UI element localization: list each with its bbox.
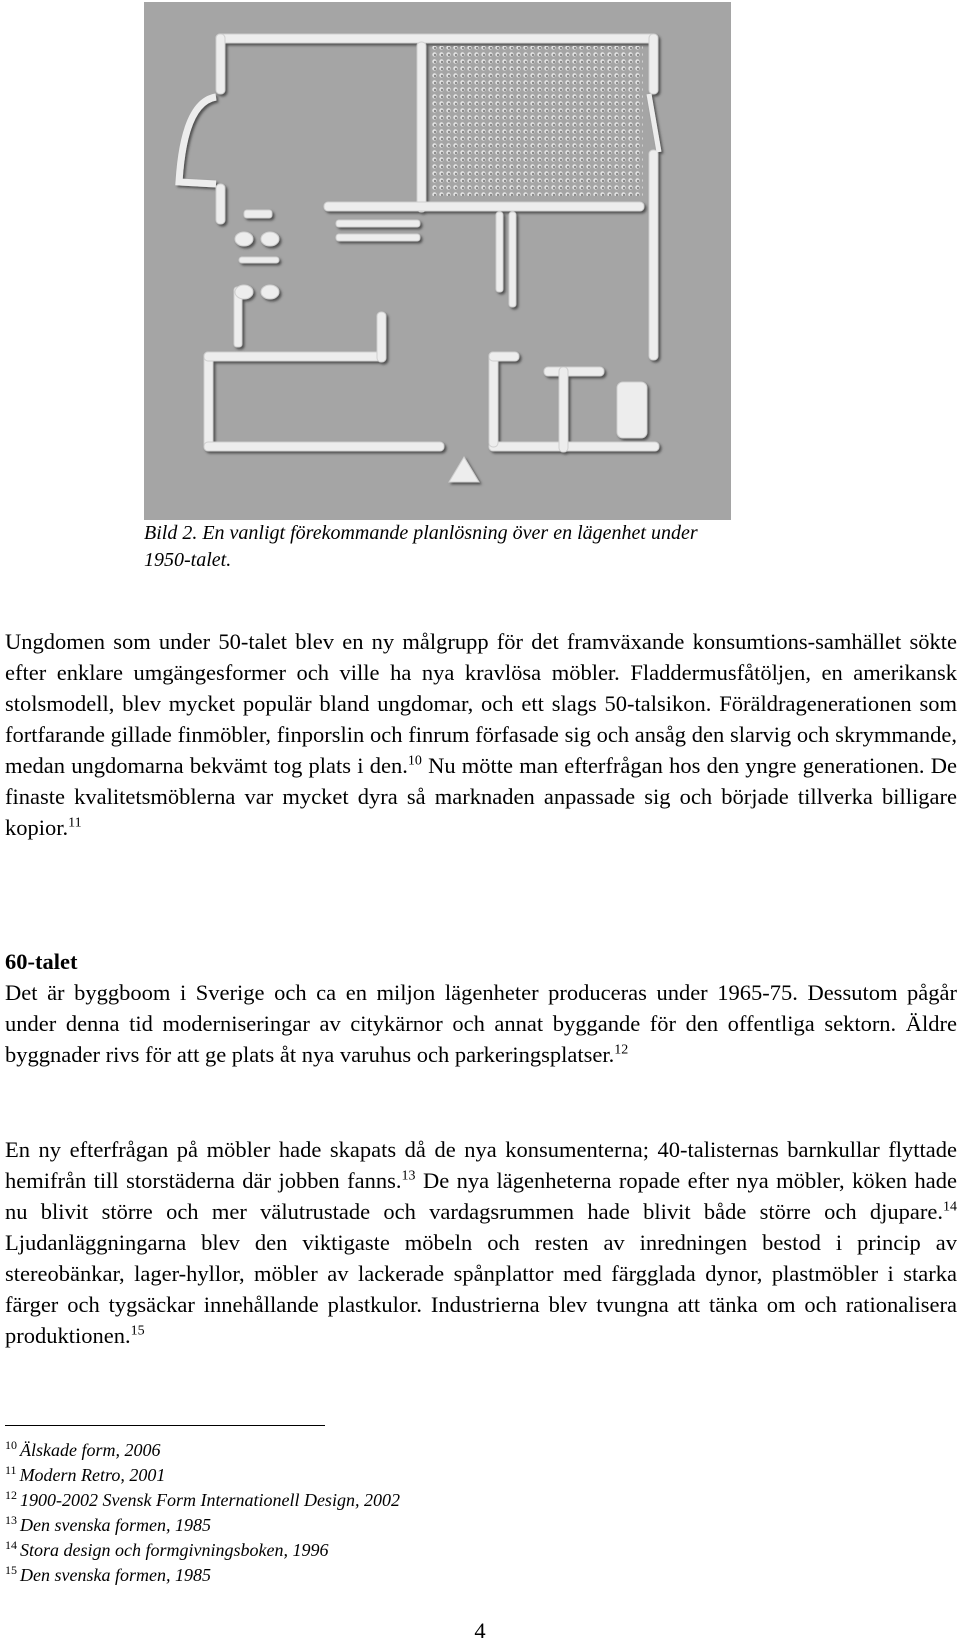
footnote-number: 15 — [5, 1563, 17, 1577]
footnote-number: 11 — [5, 1463, 17, 1477]
footnote-number: 12 — [5, 1488, 17, 1502]
footnote-text: Modern Retro, 2001 — [19, 1465, 166, 1485]
footnote-number: 10 — [5, 1438, 17, 1452]
paragraph-60-talet-1 — [5, 977, 957, 1070]
footnote-number: 14 — [5, 1538, 17, 1552]
paragraph-text: Nu mötte man efterfrågan hos den yngre generationen. De finaste kvalitetsmöblerna var mycket dyra så marknaden anpassade sig och började tillverka billigare kopior. — [5, 753, 958, 840]
footnote-ref: 12 — [614, 1042, 629, 1058]
footnote-ref: 15 — [130, 1323, 145, 1339]
footnote-item — [5, 1538, 605, 1563]
footnote-item — [5, 1488, 605, 1513]
page-number: 4 — [474, 1618, 486, 1643]
footnote-text: Älskade form, 2006 — [20, 1440, 161, 1460]
paragraph-text: Ljudanläggningarna blev den viktigaste möbeln och resten av inredningen bestod i princip av stereobänkar, lager-hyllor, möbler av lackerade spånplattor med färgglada dynor, plastmöbler i starka färger och tygsäckar innehållande plastkulor. Industrierna blev tvungna att tänka om och rationalisera produktionen. — [5, 1230, 957, 1348]
figure-caption: Bild 2. En vanligt förekommande planlösning över en lägenhet under 1950-talet. — [144, 522, 698, 571]
paragraph-text: Ungdomen som under 50-talet blev en ny målgrupp för det framväxande konsumtions-samhället sökte efter enklare umgängesformer och ville ha nya kravlösa möbler. Fladdermusfåtöljen, en amerikansk stolsmodell, blev mycket populär bland ungdomar, och ett slags 50-talsikon. Föräldragenerationen som fortfarande gillade finmöbler, finporslin och finrum förfasade sig och ansåg den slarvig och skrymmande, medan ungdomarna bekvämt tog plats i den. — [5, 629, 957, 778]
footnote-item — [5, 1513, 605, 1538]
footnote-ref: 11 — [68, 815, 82, 831]
footnote-ref: 14 — [943, 1199, 957, 1215]
footnote-text: 1900-2002 Svensk Form Internationell Design, 2002 — [20, 1490, 400, 1510]
footnote-item — [5, 1438, 605, 1463]
footnote-text: Stora design och formgivningsboken, 1996 — [20, 1540, 329, 1560]
paragraph-text: De nya lägenheterna ropade efter nya möbler, köken hade nu blivit större och mer välutrustade och vardagsrummen hade blivit både större och djupare. — [5, 1168, 957, 1224]
floor-plan-image — [144, 2, 731, 520]
footnote-ref: 10 — [407, 753, 422, 769]
paragraph-50-talet — [5, 626, 957, 843]
footnotes — [5, 1438, 605, 1588]
paragraph-text: Det är byggboom i Sverige och ca en miljon lägenheter produceras under 1965-75. Dessutom pågår under denna tid moderniseringar av citykärnor och annat byggande för den offentliga sektorn. Äldre byggnader rivs för att ge plats åt nya varuhus och parkeringsplatser. — [5, 980, 957, 1067]
footnote-text: Den svenska formen, 1985 — [20, 1565, 211, 1585]
paragraph-text: En ny efterfrågan på möbler hade skapats då de nya konsumenterna; 40-talisternas barnkullar flyttade hemifrån till storstäderna där jobben fanns. — [5, 1137, 957, 1193]
paragraph-60-talet-2 — [5, 1134, 957, 1351]
footnote-number: 13 — [5, 1513, 17, 1527]
footnote-item — [5, 1463, 605, 1488]
footnote-divider — [5, 1425, 325, 1426]
section-heading: 60-talet — [5, 949, 78, 974]
footnote-text: Den svenska formen, 1985 — [20, 1515, 211, 1535]
footnote-item — [5, 1563, 605, 1588]
floor-plan-illustration — [144, 2, 731, 520]
footnote-ref: 13 — [401, 1168, 416, 1184]
